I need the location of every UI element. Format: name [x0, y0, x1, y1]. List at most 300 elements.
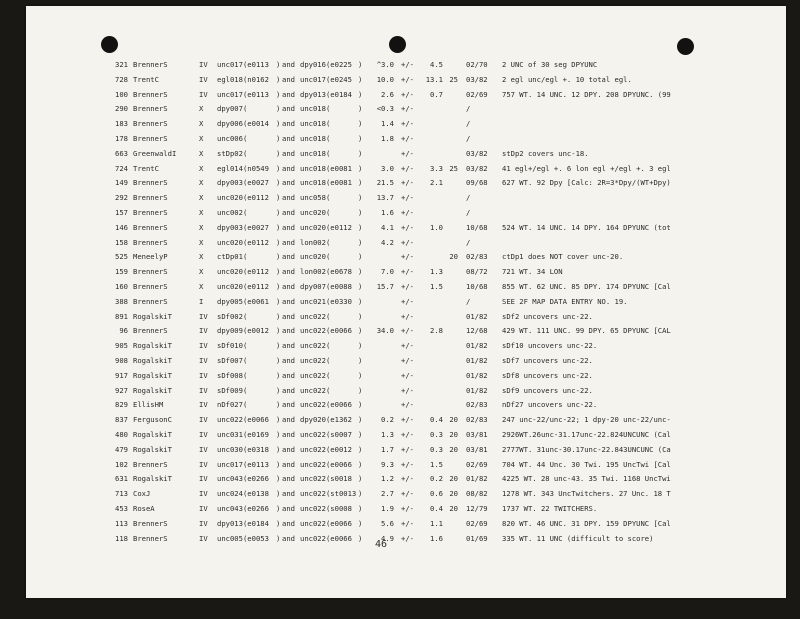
allele-1: unc006( — [217, 133, 248, 143]
entry-date: 12/79 — [466, 503, 488, 513]
chromosome: IV — [199, 489, 208, 499]
count: 20 — [449, 474, 458, 484]
and-word: and — [282, 104, 295, 114]
table-row — [26, 384, 786, 399]
author-name: RoseA — [133, 503, 155, 513]
entry-date: 02/69 — [466, 89, 488, 99]
chromosome: IV — [199, 518, 208, 528]
author-name: BrennerS — [133, 89, 168, 99]
distance-value: 21.5 — [376, 178, 394, 188]
punch-hole-center — [389, 36, 406, 53]
entry-id: 96 — [119, 326, 128, 336]
paren-2: ) — [358, 326, 363, 336]
allele-2: unc018( — [300, 119, 331, 129]
plus-minus: +/- — [401, 133, 414, 143]
distance-value: 2.6 — [381, 89, 394, 99]
chromosome: X — [199, 163, 204, 173]
plus-minus: +/- — [401, 341, 414, 351]
std-error: 0.7 — [430, 89, 443, 99]
entry-date: 02/70 — [466, 60, 488, 69]
comment: 41 egl+/egl +. 6 lon egl +/egl +. 3 egl — [502, 163, 671, 173]
table-row — [26, 102, 786, 117]
paren-2: ) — [358, 74, 363, 84]
comment: stDp2 covers unc-18. — [502, 148, 589, 158]
entry-date: 01/82 — [466, 385, 488, 395]
author-name: TrentC — [133, 163, 159, 173]
allele-2: unc022(e0012 — [300, 444, 352, 454]
table-row — [26, 132, 786, 147]
comment: sDf10 uncovers unc-22. — [502, 341, 598, 351]
allele-1: ctDp01( — [217, 252, 248, 262]
entry-date: 02/69 — [466, 459, 488, 469]
chromosome: X — [199, 281, 204, 291]
chromosome: IV — [199, 311, 208, 321]
entry-id: 118 — [115, 533, 128, 543]
plus-minus: +/- — [401, 222, 414, 232]
author-name: BrennerS — [133, 237, 168, 247]
paren-2: ) — [358, 104, 363, 114]
distance-value: 3.0 — [381, 163, 394, 173]
allele-2: dpy013(e0184 — [300, 89, 352, 99]
plus-minus: +/- — [401, 533, 414, 543]
chromosome: X — [199, 222, 204, 232]
chromosome: X — [199, 133, 204, 143]
and-word: and — [282, 193, 295, 203]
entry-date: 01/82 — [466, 341, 488, 351]
plus-minus: +/- — [401, 60, 414, 69]
entry-date: 01/82 — [466, 474, 488, 484]
entry-date: / — [466, 296, 471, 306]
distance-value: 1.2 — [381, 474, 394, 484]
comment: 2777WT. 31unc-30.17unc-22.843UNCUNC (Ca — [502, 444, 671, 454]
table-row — [26, 354, 786, 369]
plus-minus: +/- — [401, 267, 414, 277]
entry-id: 159 — [115, 267, 128, 277]
plus-minus: +/- — [401, 74, 414, 84]
chromosome: X — [199, 148, 204, 158]
paren-2: ) — [358, 444, 363, 454]
and-word: and — [282, 474, 295, 484]
distance-value: 1.3 — [381, 429, 394, 439]
table-row — [26, 191, 786, 206]
comment: 704 WT. 44 Unc. 30 Twi. 195 UncTwi [Cal — [502, 459, 671, 469]
entry-id: 891 — [115, 311, 128, 321]
and-word: and — [282, 148, 295, 158]
count: 25 — [449, 163, 458, 173]
comment: 721 WT. 34 LON — [502, 267, 563, 277]
author-name: TrentC — [133, 74, 159, 84]
comment: 429 WT. 111 UNC. 99 DPY. 65 DPYUNC [CAL — [502, 326, 671, 336]
std-error: 1.0 — [430, 222, 443, 232]
comment: sDf9 uncovers unc-22. — [502, 385, 593, 395]
distance-value: 1.7 — [381, 444, 394, 454]
allele-2: unc022( — [300, 341, 331, 351]
paren-1: ) — [276, 489, 281, 499]
std-error: 1.1 — [430, 518, 443, 528]
allele-1: dpy007( — [217, 104, 248, 114]
std-error: 1.6 — [430, 533, 443, 543]
plus-minus: +/- — [401, 193, 414, 203]
allele-1: egl018(n0162 — [217, 74, 269, 84]
and-word: and — [282, 444, 295, 454]
allele-1: unc017(e0113 — [217, 89, 269, 99]
comment: 2926WT.26unc-31.17unc-22.824UNCUNC (Cal — [502, 429, 671, 439]
paren-2: ) — [358, 429, 363, 439]
comment: SEE 2F MAP DATA ENTRY NO. 19. — [502, 296, 628, 306]
distance-value: 4.2 — [381, 237, 394, 247]
author-name: BrennerS — [133, 193, 168, 203]
allele-2: unc018( — [300, 148, 331, 158]
allele-1: unc024(e0138 — [217, 489, 269, 499]
author-name: BrennerS — [133, 178, 168, 188]
and-word: and — [282, 489, 295, 499]
and-word: and — [282, 267, 295, 277]
entry-id: 290 — [115, 104, 128, 114]
entry-id: 453 — [115, 503, 128, 513]
allele-2: dpy020(e1362 — [300, 415, 352, 425]
paren-1: ) — [276, 148, 281, 158]
entry-date: 10/68 — [466, 222, 488, 232]
allele-1: sDf007( — [217, 355, 248, 365]
distance-value: 1.4 — [381, 119, 394, 129]
std-error: 0.6 — [430, 489, 443, 499]
author-name: BrennerS — [133, 459, 168, 469]
allele-1: unc002( — [217, 207, 248, 217]
allele-1: unc031(e0169 — [217, 429, 269, 439]
chromosome: X — [199, 193, 204, 203]
allele-1: unc020(e0112 — [217, 267, 269, 277]
entry-date: 01/82 — [466, 311, 488, 321]
plus-minus: +/- — [401, 207, 414, 217]
allele-2: unc022(e0066 — [300, 518, 352, 528]
plus-minus: +/- — [401, 119, 414, 129]
comment: sDf8 uncovers unc-22. — [502, 370, 593, 380]
entry-date: 02/83 — [466, 415, 488, 425]
entry-date: 02/69 — [466, 518, 488, 528]
paren-2: ) — [358, 119, 363, 129]
entry-date: / — [466, 193, 471, 203]
paren-1: ) — [276, 163, 281, 173]
entry-date: 01/82 — [466, 355, 488, 365]
entry-id: 158 — [115, 237, 128, 247]
paren-1: ) — [276, 296, 281, 306]
paren-2: ) — [358, 193, 363, 203]
plus-minus: +/- — [401, 400, 414, 410]
author-name: BrennerS — [133, 326, 168, 336]
author-name: MeneelyP — [133, 252, 168, 262]
plus-minus: +/- — [401, 474, 414, 484]
plus-minus: +/- — [401, 281, 414, 291]
entry-id: 479 — [115, 444, 128, 454]
distance-value: 4.1 — [381, 222, 394, 232]
allele-2: unc022( — [300, 311, 331, 321]
paren-2: ) — [358, 89, 363, 99]
std-error: 0.2 — [430, 474, 443, 484]
paren-2: ) — [358, 222, 363, 232]
table-row — [26, 443, 786, 458]
author-name: BrennerS — [133, 281, 168, 291]
allele-2: unc022(s0018 — [300, 474, 352, 484]
paren-1: ) — [276, 341, 281, 351]
comment: 820 WT. 46 UNC. 31 DPY. 159 DPYUNC [Cal — [502, 518, 671, 528]
entry-date: 03/81 — [466, 444, 488, 454]
distance-value: 1.6 — [381, 207, 394, 217]
allele-2: unc021(e0330 — [300, 296, 352, 306]
entry-id: 724 — [115, 163, 128, 173]
chromosome: X — [199, 267, 204, 277]
entry-date: 03/82 — [466, 148, 488, 158]
comment: sDf2 uncovers unc-22. — [502, 311, 593, 321]
and-word: and — [282, 237, 295, 247]
paren-1: ) — [276, 60, 281, 69]
distance-value: 10.0 — [376, 74, 394, 84]
plus-minus: +/- — [401, 326, 414, 336]
chromosome: IV — [199, 400, 208, 410]
table-row — [26, 58, 786, 73]
entry-id: 908 — [115, 355, 128, 365]
std-error: 0.3 — [430, 444, 443, 454]
paren-1: ) — [276, 237, 281, 247]
allele-1: unc005(e0053 — [217, 533, 269, 543]
and-word: and — [282, 133, 295, 143]
entry-date: / — [466, 207, 471, 217]
allele-2: unc022(s0008 — [300, 503, 352, 513]
paren-2: ) — [358, 252, 363, 262]
count: 20 — [449, 252, 458, 262]
std-error: 2.8 — [430, 326, 443, 336]
plus-minus: +/- — [401, 459, 414, 469]
author-name: RogalskiT — [133, 385, 172, 395]
and-word: and — [282, 326, 295, 336]
count: 20 — [449, 415, 458, 425]
and-word: and — [282, 311, 295, 321]
distance-value: <0.3 — [376, 104, 394, 114]
allele-1: egl014(n0549 — [217, 163, 269, 173]
and-word: and — [282, 518, 295, 528]
paren-1: ) — [276, 503, 281, 513]
plus-minus: +/- — [401, 385, 414, 395]
count: 25 — [449, 74, 458, 84]
author-name: RogalskiT — [133, 311, 172, 321]
entry-id: 149 — [115, 178, 128, 188]
table-row — [26, 458, 786, 473]
allele-2: unc022(s0007 — [300, 429, 352, 439]
entry-id: 292 — [115, 193, 128, 203]
punch-hole-right — [677, 38, 694, 55]
paren-2: ) — [358, 148, 363, 158]
author-name: RogalskiT — [133, 341, 172, 351]
allele-1: sDf010( — [217, 341, 248, 351]
author-name: BrennerS — [133, 60, 168, 69]
entry-id: 927 — [115, 385, 128, 395]
entry-date: 01/69 — [466, 533, 488, 543]
plus-minus: +/- — [401, 296, 414, 306]
paren-2: ) — [358, 178, 363, 188]
chromosome: IV — [199, 474, 208, 484]
author-name: BrennerS — [133, 119, 168, 129]
table-row — [26, 117, 786, 132]
chromosome: IV — [199, 341, 208, 351]
allele-2: unc020( — [300, 207, 331, 217]
paren-1: ) — [276, 415, 281, 425]
allele-2: unc022(e0066 — [300, 533, 352, 543]
author-name: BrennerS — [133, 296, 168, 306]
allele-1: dpy005(e0061 — [217, 296, 269, 306]
and-word: and — [282, 207, 295, 217]
allele-2: unc018(e0081 — [300, 163, 352, 173]
plus-minus: +/- — [401, 148, 414, 158]
entry-date: 03/82 — [466, 74, 488, 84]
paren-2: ) — [358, 474, 363, 484]
table-row — [26, 398, 786, 413]
chromosome: IV — [199, 355, 208, 365]
table-row — [26, 532, 786, 547]
author-name: RogalskiT — [133, 370, 172, 380]
entry-id: 728 — [115, 74, 128, 84]
allele-1: sDf002( — [217, 311, 248, 321]
author-name: RogalskiT — [133, 474, 172, 484]
entry-id: 146 — [115, 222, 128, 232]
author-name: RogalskiT — [133, 429, 172, 439]
plus-minus: +/- — [401, 252, 414, 262]
comment: ctDp1 does NOT cover unc-20. — [502, 252, 624, 262]
comment: 247 unc-22/unc-22; 1 dpy-20 unc-22/unc- — [502, 415, 671, 425]
comment: 2 egl unc/egl +. 10 total egl. — [502, 74, 632, 84]
comment: 1278 WT. 343 UncTwitchers. 27 Unc. 18 T — [502, 489, 671, 499]
entry-date: / — [466, 237, 471, 247]
paren-2: ) — [358, 207, 363, 217]
count: 20 — [449, 429, 458, 439]
std-error: 0.4 — [430, 415, 443, 425]
distance-value: 5.6 — [381, 518, 394, 528]
page-number: 46 — [374, 539, 388, 550]
and-word: and — [282, 74, 295, 84]
plus-minus: +/- — [401, 518, 414, 528]
and-word: and — [282, 252, 295, 262]
chromosome: IV — [199, 503, 208, 513]
entry-id: 837 — [115, 415, 128, 425]
entry-date: 02/83 — [466, 252, 488, 262]
chromosome: IV — [199, 385, 208, 395]
distance-value: 15.7 — [376, 281, 394, 291]
allele-2: unc018(e0081 — [300, 178, 352, 188]
allele-1: sDf009( — [217, 385, 248, 395]
entry-date: / — [466, 119, 471, 129]
punch-hole-left — [101, 36, 118, 53]
and-word: and — [282, 459, 295, 469]
paren-1: ) — [276, 74, 281, 84]
author-name: BrennerS — [133, 518, 168, 528]
entry-id: 157 — [115, 207, 128, 217]
chromosome: IV — [199, 74, 208, 84]
chromosome: I — [199, 296, 204, 306]
paren-1: ) — [276, 207, 281, 217]
paren-1: ) — [276, 133, 281, 143]
entry-date: / — [466, 133, 471, 143]
allele-2: unc022(e0066 — [300, 400, 352, 410]
chromosome: IV — [199, 60, 208, 69]
and-word: and — [282, 400, 295, 410]
table-row — [26, 413, 786, 428]
and-word: and — [282, 296, 295, 306]
paren-2: ) — [358, 533, 363, 543]
author-name: BrennerS — [133, 104, 168, 114]
allele-1: dpy003(e0027 — [217, 222, 269, 232]
comment: nDf27 uncovers unc-22. — [502, 400, 598, 410]
paren-1: ) — [276, 444, 281, 454]
table-row — [26, 88, 786, 103]
table-row — [26, 487, 786, 502]
and-word: and — [282, 355, 295, 365]
count: 20 — [449, 503, 458, 513]
count: 20 — [449, 489, 458, 499]
plus-minus: +/- — [401, 429, 414, 439]
plus-minus: +/- — [401, 163, 414, 173]
paren-1: ) — [276, 193, 281, 203]
author-name: GreenwaldI — [133, 148, 177, 158]
paren-1: ) — [276, 267, 281, 277]
plus-minus: +/- — [401, 489, 414, 499]
distance-value: ^3.0 — [376, 60, 394, 69]
table-row — [26, 250, 786, 265]
paren-1: ) — [276, 518, 281, 528]
paren-2: ) — [358, 489, 363, 499]
comment: 335 WT. 11 UNC (difficult to score) — [502, 533, 654, 543]
entry-id: 525 — [115, 252, 128, 262]
paren-2: ) — [358, 415, 363, 425]
chromosome: IV — [199, 429, 208, 439]
table-row — [26, 295, 786, 310]
entry-id: 829 — [115, 400, 128, 410]
paren-1: ) — [276, 459, 281, 469]
entry-id: 178 — [115, 133, 128, 143]
allele-1: dpy006(e0014 — [217, 119, 269, 129]
plus-minus: +/- — [401, 370, 414, 380]
std-error: 0.4 — [430, 503, 443, 513]
and-word: and — [282, 178, 295, 188]
and-word: and — [282, 370, 295, 380]
count: 20 — [449, 444, 458, 454]
allele-2: lon002(e0678 — [300, 267, 352, 277]
author-name: BrennerS — [133, 267, 168, 277]
distance-value: 7.0 — [381, 267, 394, 277]
chromosome: X — [199, 237, 204, 247]
entry-date: 10/68 — [466, 281, 488, 291]
entry-date: 02/83 — [466, 400, 488, 410]
plus-minus: +/- — [401, 104, 414, 114]
allele-1: unc043(e0266 — [217, 503, 269, 513]
plus-minus: +/- — [401, 237, 414, 247]
paren-2: ) — [358, 400, 363, 410]
allele-1: stDp02( — [217, 148, 248, 158]
allele-1: unc020(e0112 — [217, 281, 269, 291]
paren-2: ) — [358, 518, 363, 528]
allele-2: unc020( — [300, 252, 331, 262]
paper-sheet — [26, 6, 786, 598]
allele-2: unc018( — [300, 104, 331, 114]
allele-1: dpy013(e0184 — [217, 518, 269, 528]
paren-1: ) — [276, 281, 281, 291]
table-row — [26, 428, 786, 443]
allele-2: dpy016(e0225 — [300, 60, 352, 69]
table-row — [26, 73, 786, 88]
paren-2: ) — [358, 133, 363, 143]
allele-2: unc020(e0112 — [300, 222, 352, 232]
paren-2: ) — [358, 296, 363, 306]
std-error: 2.1 — [430, 178, 443, 188]
table-row — [26, 206, 786, 221]
allele-2: unc022( — [300, 370, 331, 380]
